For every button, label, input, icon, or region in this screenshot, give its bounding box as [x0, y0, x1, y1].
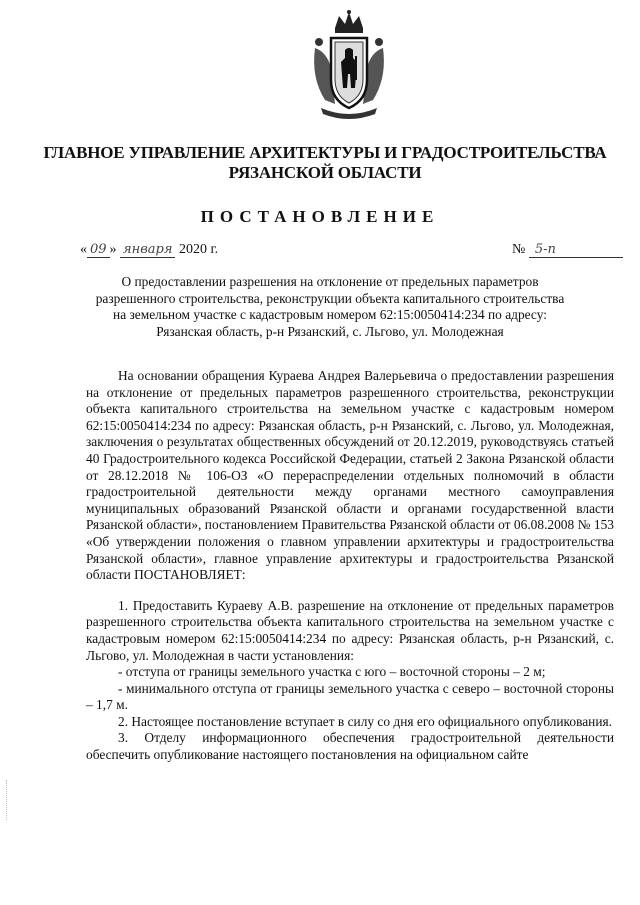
- decree-subject: [60, 274, 600, 340]
- date-day-handwritten: 09: [87, 242, 110, 258]
- ryazan-coat-of-arms-emblem: [305, 8, 393, 120]
- date-open-quote: «: [80, 242, 87, 257]
- number-sign: №: [512, 242, 526, 257]
- decree-item-1-sub-a: - отступа от границы земельного участка с юго – восточной стороны – 2 м;: [118, 664, 546, 680]
- preamble-paragraph: На основании обращения Кураева Андрея Валерьевича о предоставлении разрешения на отклонение от предельных параметров разрешенного строительства, реконструкции объекта капитального строительства на земельном участке с кадастровым номером 62:15:0050414:234 по адресу: Рязанская область, р-н Рязанский, с. Льгово, ул. Молодежная, заключения о результатах общественных обсуждений от 20.12.2019, руководствуясь статьей 40 Градостроительного кодекса Российской Федерации, статьей 2 Закона Рязанской области от 28.12.2018 № 106-ОЗ «О перераспределении отдельных полномочий в области градостроительной деятельности между органами местного самоуправления муниципальных образований Рязанской области и органами государственной власти Рязанской области», постановлением Правительства Рязанской области от 06.08.2008 № 153 «Об утверждении положения о главном управлении архитектуры и градостроительства Рязанской области», главное управление архитектуры и градостроительства Рязанской области ПОСТАНОВЛЯЕТ:: [86, 368, 614, 583]
- heading-line-1: ГЛАВНОЕ УПРАВЛЕНИЕ АРХИТЕКТУРЫ И ГРАДОСТРОИТЕЛЬСТВА: [43, 143, 607, 162]
- subject-line: Рязанская область, р-н Рязанский, с. Льгово, ул. Молодежная: [156, 323, 504, 339]
- decree-number: [512, 242, 623, 258]
- subject-line: на земельном участке с кадастровым номером 62:15:0050414:234 по адресу:: [113, 307, 547, 323]
- decree-item-2: 2. Настоящее постановление вступает в силу со дня его официального опубликования.: [118, 713, 612, 729]
- decree-date: [80, 242, 218, 258]
- date-year: 2020 г.: [178, 242, 219, 257]
- date-close-quote: »: [109, 242, 117, 257]
- subject-line: разрешенного строительства, реконструкции объекта капитального строительства: [95, 290, 565, 306]
- decree-item-1: 1. Предоставить Кураеву А.В. разрешение на отклонение от предельных параметров разрешенного строительства объекта капитального строительства на земельном участке с кадастровым номером 62:15:0050414:234 по адресу: Рязанская область, р-н Рязанский, с. Льгово, ул. Молодежная в части установления:: [86, 597, 614, 663]
- decree-item-1-sub-b: - минимального отступа от границы земельного участка с северо – восточной стороны – 1,7 м.: [86, 680, 614, 713]
- subject-line: О предоставлении разрешения на отклонение от предельных параметров: [121, 274, 539, 289]
- date-month-handwritten: января: [120, 242, 175, 258]
- number-value-handwritten: 5-п: [529, 242, 623, 258]
- scan-margin-mark: [6, 780, 9, 820]
- decree-item-3: 3. Отделу информационного обеспечения градостроительной деятельности обеспечить опубликование настоящего постановления на официальном сайте: [86, 730, 614, 763]
- heading-line-2: РЯЗАНСКОЙ ОБЛАСТИ: [228, 163, 422, 182]
- decree-body: [86, 368, 614, 764]
- decree-title: ПОСТАНОВЛЕНИЕ: [200, 207, 440, 226]
- issuing-authority-heading: [30, 143, 620, 183]
